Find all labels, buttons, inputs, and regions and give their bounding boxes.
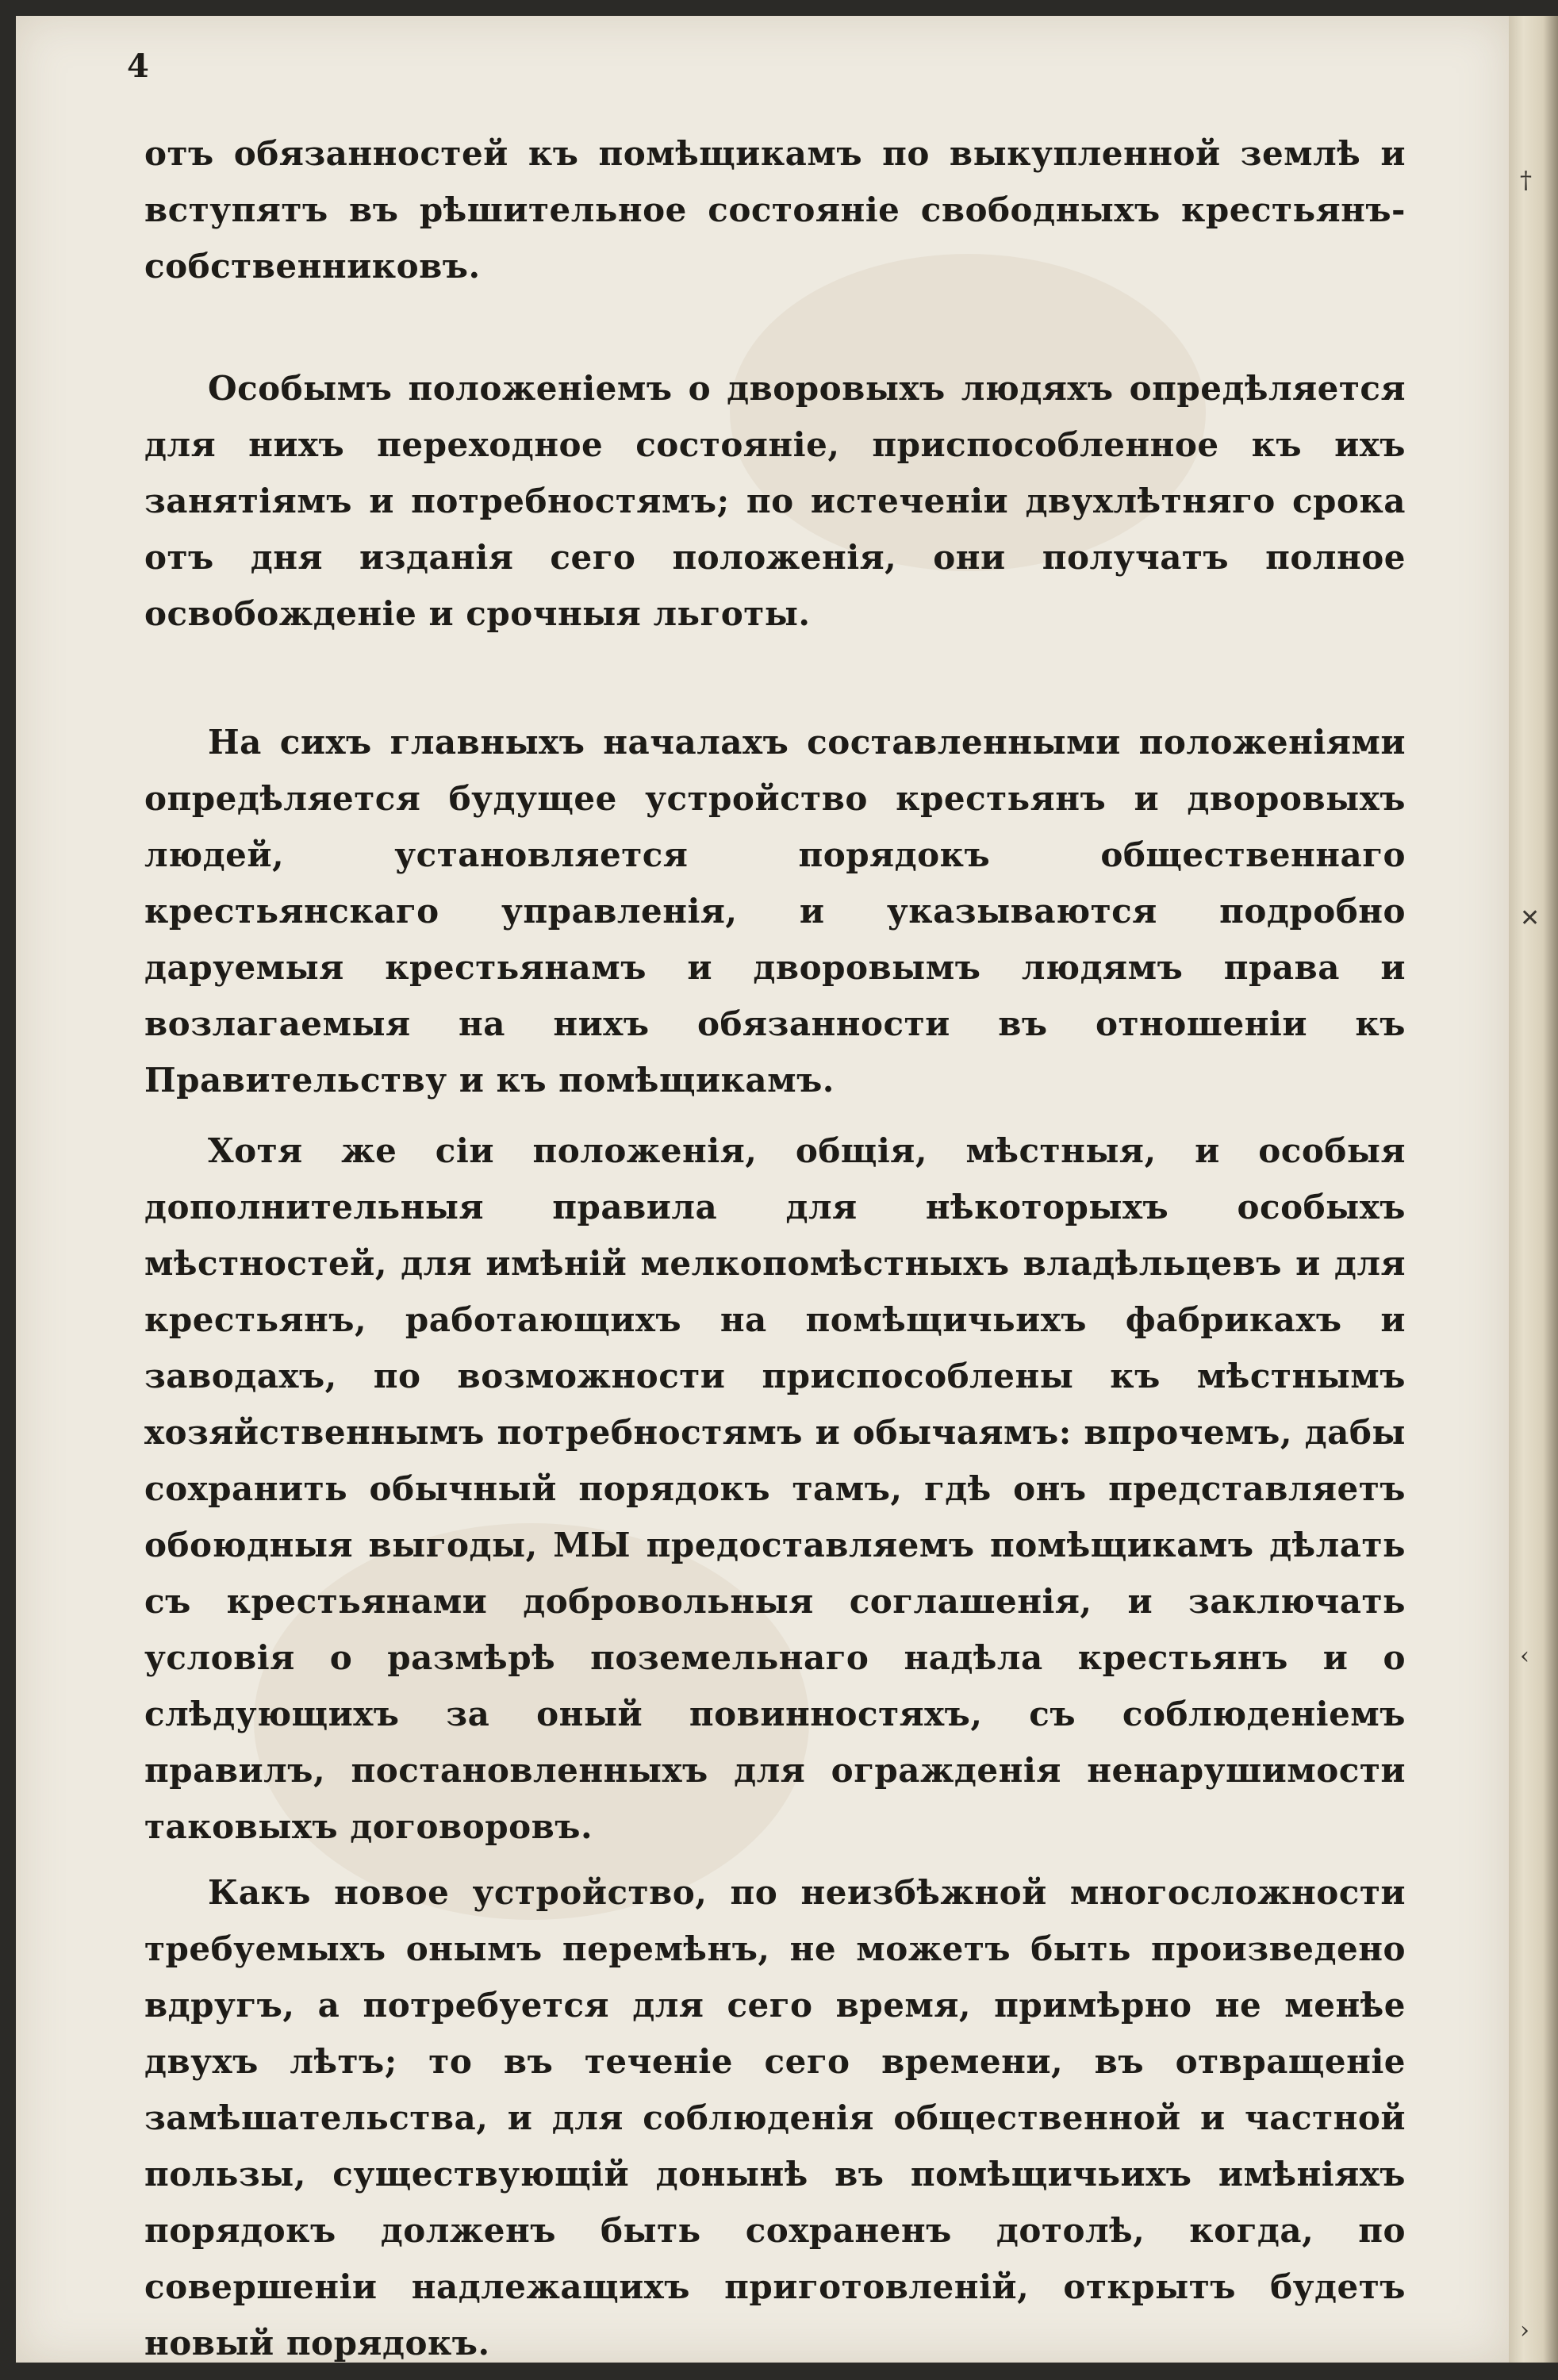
margin-mark-icon: ‹	[1520, 1642, 1529, 1670]
paragraph-text: Хотя же сіи положенія, общія, мѣстныя, и особыя дополнительныя правила для нѣкоторыхъ особыхъ мѣстностей, для имѣній мелкопомѣстныхъ владѣльцевъ и для крестьянъ, работающихъ на помѣщичьихъ фабрикахъ и заводахъ, по возможности приспособлены къ мѣстнымъ хозяйственнымъ потребностямъ и обычаямъ: впрочемъ, дабы сохранить обычный порядокъ тамъ, гдѣ онъ представляетъ обоюдныя выгоды, МЫ предоставляемъ помѣщикамъ дѣлать съ крестьянами добровольныя соглашенія, и заключать условія о размѣрѣ поземельнаго надѣла крестьянъ и о слѣдующихъ за оный повинностяхъ, съ соблюденіемъ правилъ, постановленныхъ для огражденія ненарушимости таковыхъ договоровъ.	[144, 1131, 1406, 1846]
paragraph-text: Особымъ положеніемъ о дворовыхъ людяхъ опредѣляется для нихъ переходное состояніе, приспособленное къ ихъ занятіямъ и потребностямъ; по истеченіи двухлѣтняго срока отъ дня изданія сего положенія, они получатъ полное освобожденіе и срочныя льготы.	[144, 369, 1406, 633]
document-page	[16, 16, 1509, 2363]
paragraph-3	[144, 714, 1406, 1108]
paragraph-text: На сихъ главныхъ началахъ составленными положеніями опредѣляется будущее устройство крестьянъ и дворовыхъ людей, установляется порядокъ общественнаго крестьянскаго управленія, и указываются подробно даруемыя крестьянамъ и дворовымъ людямъ права и возлагаемыя на нихъ обязанности въ отношеніи къ Правительству и къ помѣщикамъ.	[144, 723, 1406, 1100]
paragraph-1	[144, 125, 1406, 294]
margin-mark-icon: ›	[1520, 2317, 1529, 2344]
paragraph-text: Какъ новое устройство, по неизбѣжной многосложности требуемыхъ онымъ перемѣнъ, не можетъ быть произведено вдругъ, а потребуется для сего время, примѣрно не менѣе двухъ лѣтъ; то въ теченіе сего времени, въ отвращеніе замѣшательства, и для соблюденія общественной и частной пользы, существующій донынѣ въ помѣщичьихъ имѣніяхъ порядокъ долженъ быть сохраненъ дотолѣ, когда, по совершеніи надлежащихъ приготовленій, открытъ будетъ новый порядокъ.	[144, 1873, 1406, 2363]
paragraph-2	[144, 360, 1406, 642]
page-number: 4	[127, 48, 149, 85]
margin-mark-icon: ✕	[1520, 904, 1541, 932]
binding-edge	[1509, 16, 1558, 2363]
paragraph-5	[144, 1864, 1406, 2363]
paragraph-4	[144, 1123, 1406, 1855]
paragraph-text: отъ обязанностей къ помѣщикамъ по выкупленной землѣ и вступятъ въ рѣшительное состояніе свободныхъ крестьянъ-собственниковъ.	[144, 134, 1406, 286]
margin-mark-icon: †	[1520, 167, 1532, 194]
